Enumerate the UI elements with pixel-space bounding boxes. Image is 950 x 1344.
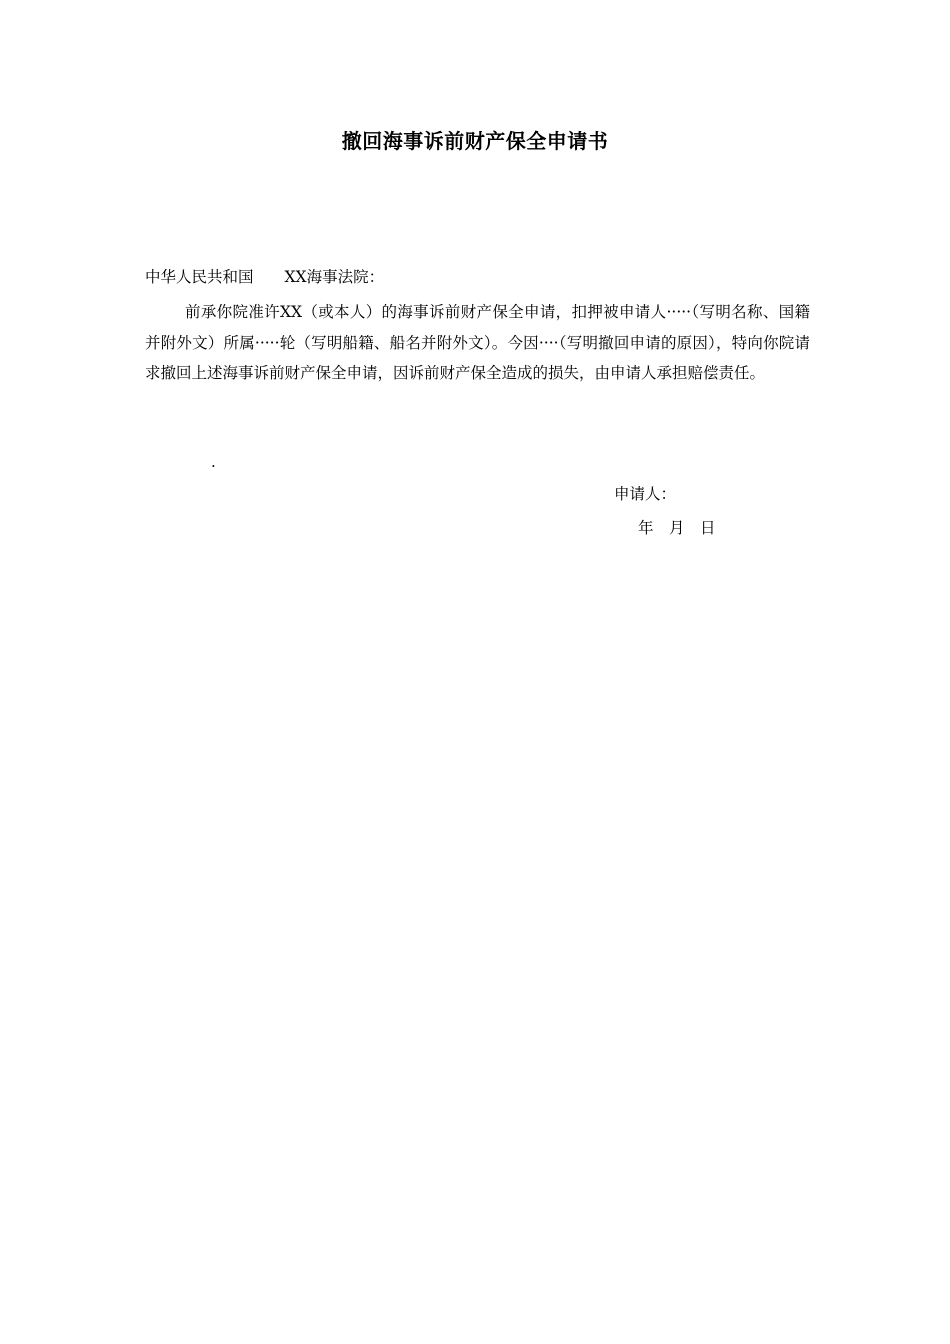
addressee-line: 中华人民共和国 XX海事法院： (145, 268, 385, 286)
stray-mark: . (211, 453, 216, 471)
body-paragraph: 前承你院准许XX（或本人）的海事诉前财产保全申请，扣押被申请人·····（写明名称、国籍并附外文）所属·····轮（写明船籍、船名并附外文）。今因····（写明撤回申请的原因），特向你院请求撤回上述海事诉前财产保全申请，因诉前财产保全造成的损失，由申请人承担赔偿责任。 (145, 303, 810, 382)
document-title: 撤回海事诉前财产保全申请书 (341, 129, 609, 153)
date-line: 年 月 日 (638, 519, 716, 537)
applicant-label: 申请人： (614, 485, 677, 503)
